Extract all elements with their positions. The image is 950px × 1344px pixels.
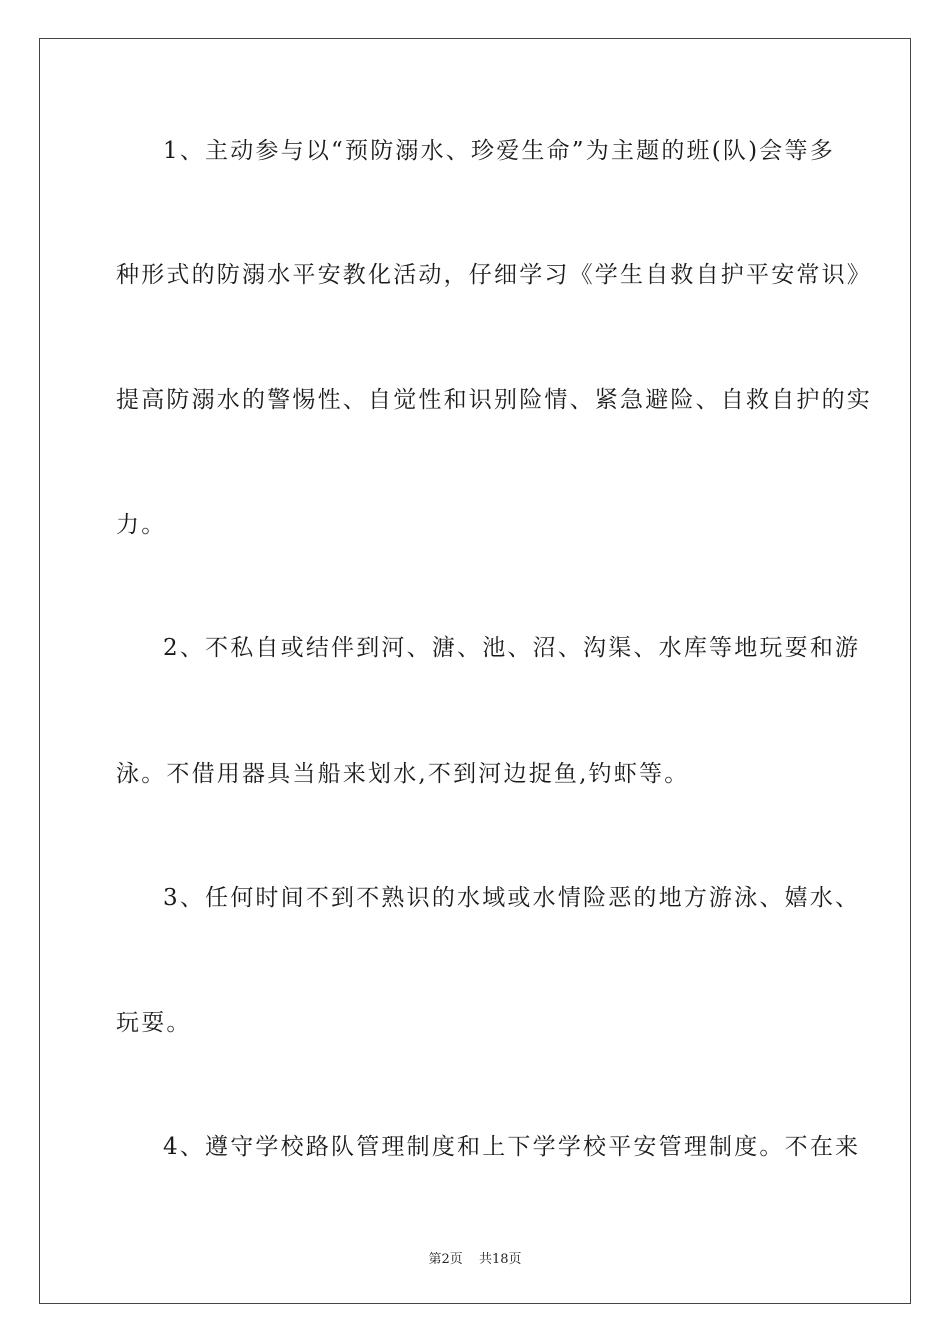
paragraph-1-line-1: 1、主动参与以“预防溺水、珍爱生命”为主题的班(队)会等多 [163, 138, 835, 164]
paragraph-2-line-2: 泳。不借用器具当船来划水,不到河边捉鱼,钓虾等。 [116, 761, 690, 787]
paragraph-2-line-1: 2、不私自或结伴到河、溏、池、沼、沟渠、水库等地玩耍和游 [163, 635, 861, 661]
paragraph-1-line-2: 种形式的防溺水平安教化活动，仔细学习《学生自救自护平安常识》 [116, 262, 872, 288]
paragraph-3-line-2: 玩耍。 [116, 1010, 192, 1036]
page-footer [0, 1248, 950, 1267]
total-pages: 共18页 [478, 1252, 522, 1267]
paragraph-1-line-4: 力。 [116, 512, 167, 538]
paragraph-1-line-3: 提高防溺水的警惕性、自觉性和识别险情、紧急避险、自救自护的实 [116, 387, 872, 413]
page-border [39, 38, 911, 1304]
paragraph-4-line-1: 4、遵守学校路队管理制度和上下学学校平安管理制度。不在来 [163, 1134, 861, 1160]
paragraph-3-line-1: 3、任何时间不到不熟识的水域或水情险恶的地方游泳、嬉水、 [163, 885, 861, 911]
page-number: 第2页 [428, 1252, 463, 1267]
